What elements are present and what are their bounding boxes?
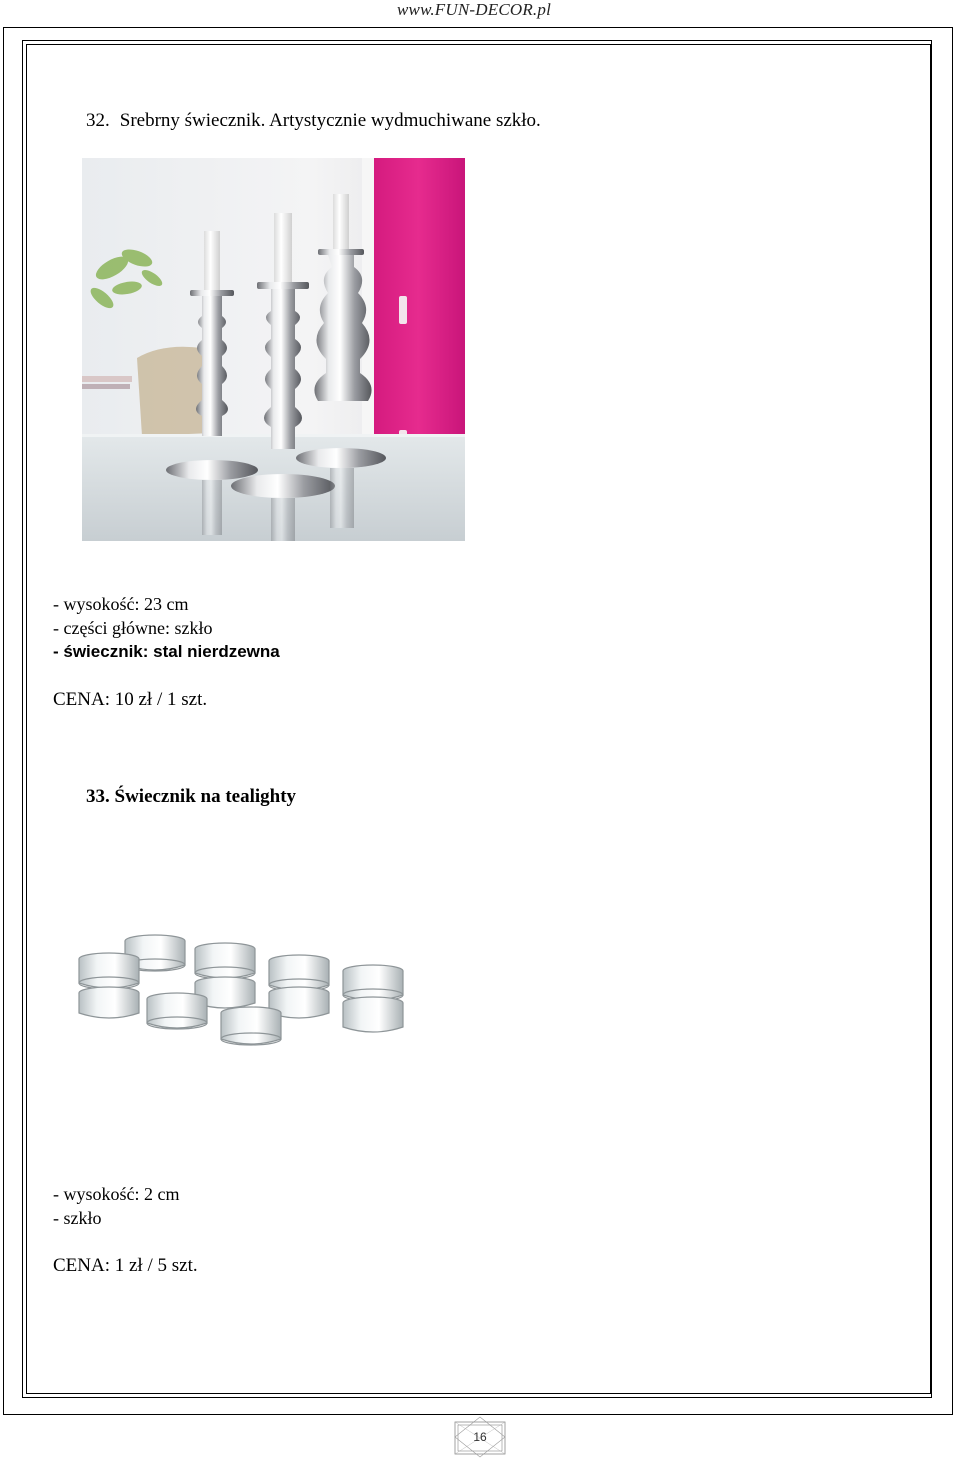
page-number-badge xyxy=(453,1416,507,1458)
item-33-spec-height: - wysokość: 2 cm xyxy=(53,1184,180,1204)
tealight-holders-photo xyxy=(75,925,415,1065)
item-32-spec-height: - wysokość: 23 cm xyxy=(53,594,189,614)
item-33-price: CENA: 1 zł / 5 szt. xyxy=(53,1255,198,1276)
item-33-spec-material: - szkło xyxy=(53,1208,102,1228)
item-32-spec-holder: - świecznik: stal nierdzewna xyxy=(53,642,280,661)
item-32-title xyxy=(86,110,541,132)
item-33-title: 33. Świecznik na tealighty xyxy=(86,786,297,807)
item-32-spec-material: - części główne: szkło xyxy=(53,618,213,638)
page-number: 16 xyxy=(473,1430,487,1444)
candlesticks-photo xyxy=(82,158,465,541)
item-32-number: 32. xyxy=(86,110,110,131)
item-32-title-text: Srebrny świecznik. Artystycznie wydmuchiwane szkło. xyxy=(119,110,541,131)
item-32-price: CENA: 10 zł / 1 szt. xyxy=(53,689,208,710)
site-header: www.FUN-DECOR.pl xyxy=(397,0,552,19)
